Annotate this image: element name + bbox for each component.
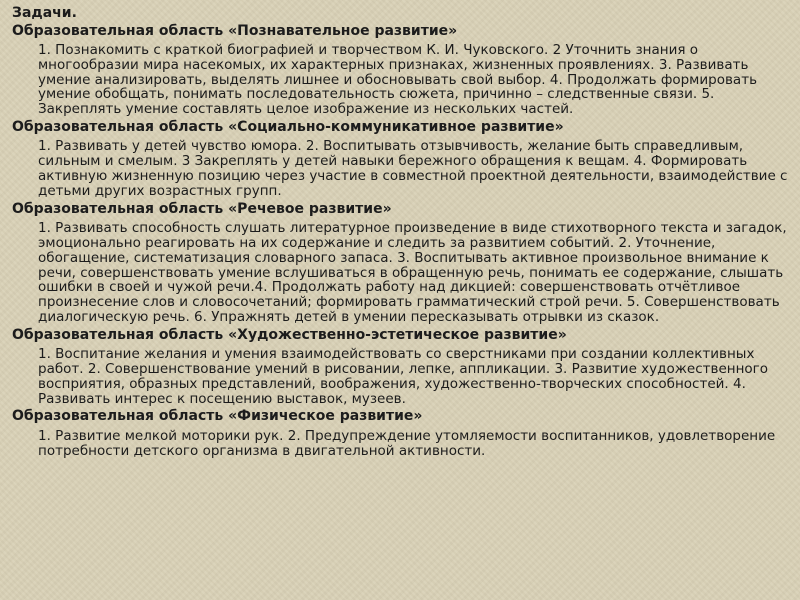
section-title: Образовательная область «Социально-коммуникативное развитие» [12,118,564,135]
section-title: Образовательная область «Физическое развитие» [12,408,423,425]
section-text: 1. Развитие мелкой моторики рук. 2. Предупреждение утомляемости воспитанников, удовлетворение потребности детского организма в двигательной активности. [38,427,776,459]
section-physical [12,408,788,458]
section-text: 1. Развивать способность слушать литературное произведение в виде стихотворного текста и загадок, эмоционально реагировать на их содержание и следить за развитием событий. 2. Уточнение, обогащение, систематизация словарного запаса. 3. Воспитывать активное произвольное внимание к речи, совершенствовать умение вслушиваться в обращенную речь, понимать ее содержание, слышать ошибки в своей и чужой речи.4. Продолжать работу над дикцией: совершенствовать отчётливое произнесение слов и словосочетаний; формировать грамматический строй речи. 5. Совершенствовать диалогическую речь. 6. Упражнять детей в умении пересказывать отрывки из сказок. [38,220,787,325]
section-text: 1. Развивать у детей чувство юмора. 2. Воспитывать отзывчивость, желание быть справедливым, сильным и смелым. 3 Закреплять у детей навыки бережного обращения к вещам. 4. Формировать активную жизненную позицию через участие в совместной проектной деятельности, взаимодействие с детьми других возрастных групп. [38,138,788,199]
section-title: Образовательная область «Речевое развитие» [12,200,392,217]
section-text: 1. Познакомить с краткой биографией и творчеством К. И. Чуковского. 2 Уточнить знания о многообразии мира насекомых, их характерных признаках, жизненных проявлениях. 3. Развивать умение анализировать, выделять лишнее и обосновывать свой выбор. 4. Продолжать формировать умение обобщать, понимать последовательность сюжета, причинно – следственные связи. 5. Закреплять умение составлять целое изображение из нескольких частей. [38,42,758,118]
slide-heading: Задачи. [12,5,77,21]
section-artistic-aesthetic [12,327,788,407]
section-text: 1. Воспитание желания и умения взаимодействовать со сверстниками при создании коллективных работ. 2. Совершенствование умений в рисовании, лепке, аппликации. 3. Развитие художественного восприятия, образных представлений, воображения, художественно-творческих способностей. 4. Развивать интерес к посещению выставок, музеев. [38,346,769,407]
section-title: Образовательная область «Познавательное развитие» [12,22,458,39]
section-social-communicative [12,119,788,199]
section-cognitive [12,23,788,117]
section-speech [12,201,788,325]
section-title: Образовательная область «Художественно-эстетическое развитие» [12,326,567,343]
